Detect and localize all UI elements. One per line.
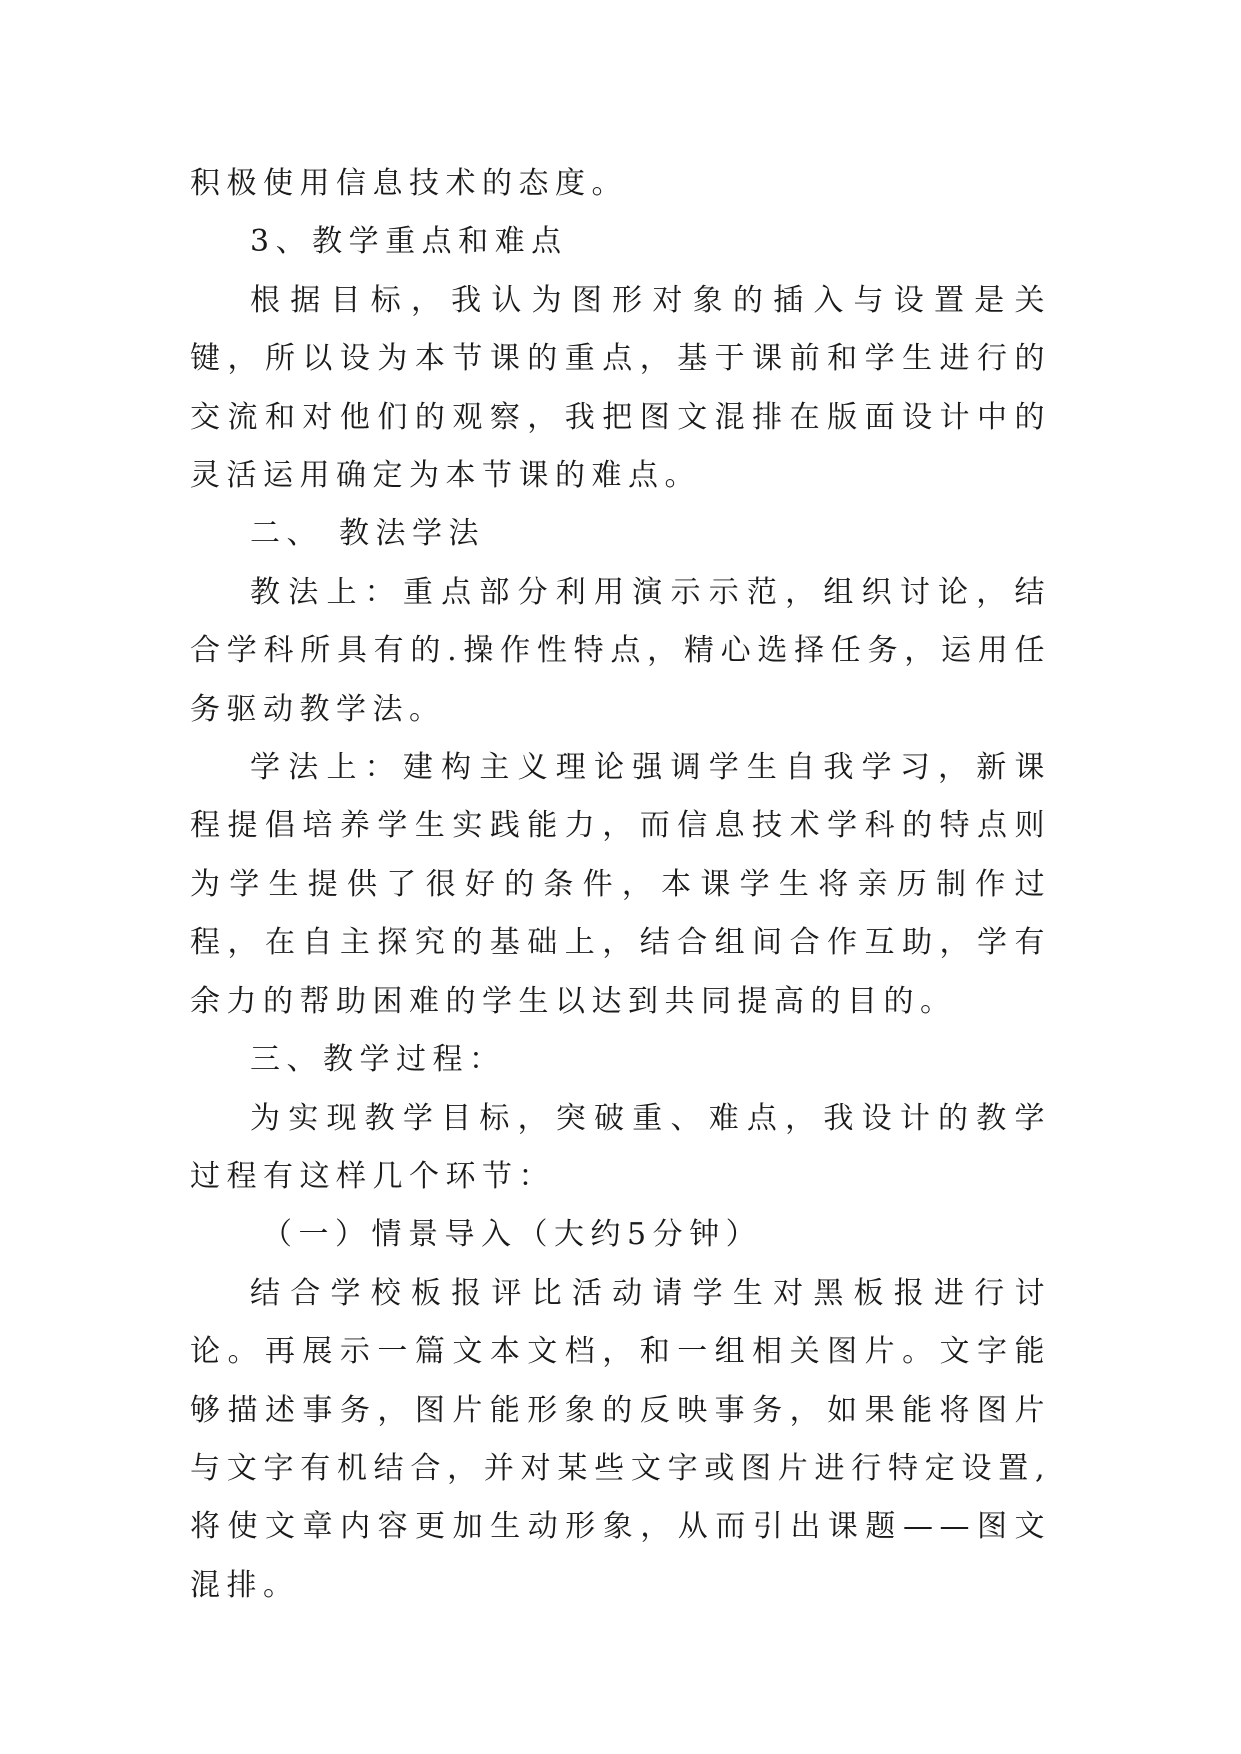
subsection-heading-intro: （一）情景导入（大约5分钟） <box>262 1217 763 1253</box>
section-heading-methods: 二、 教法学法 <box>250 516 486 552</box>
paragraph-process-intro: 为实现教学目标，突破重、难点，我设计的教学过程有这样几个环节： <box>190 1100 1051 1194</box>
paragraph-teaching-method: 教法上：重点部分利用演示示范，组织讨论，结合学科所具有的.操作性特点，精心选择任务，运用任务驱动教学法。 <box>190 574 1051 727</box>
paragraph-intro-scenario: 结合学校板报评比活动请学生对黑板报进行讨论。再展示一篇文本文档，和一组相关图片。文字能够描述事务，图片能形象的反映事务，如果能将图片与文字有机结合，并对某些文字或图片进行特定设置,将使文章内容更加生动形象，从而引出课题——图文混排。 <box>190 1275 1051 1603</box>
paragraph-learning-method: 学法上：建构主义理论强调学生自我学习，新课程提倡培养学生实践能力，而信息技术学科的特点则为学生提供了很好的条件，本课学生将亲历制作过程，在自主探究的基础上，结合组间合作互助，学有余力的帮助困难的学生以达到共同提高的目的。 <box>190 750 1051 1019</box>
paragraph-continuation: 积极使用信息技术的态度。 <box>190 166 628 201</box>
section-heading-key-points: 3、教学重点和难点 <box>250 224 568 260</box>
section-heading-process: 三、教学过程： <box>250 1042 506 1078</box>
document-body <box>190 155 1051 1615</box>
paragraph-key-points: 根据目标，我认为图形对象的插入与设置是关键，所以设为本节课的重点，基于课前和学生进行的交流和对他们的观察，我把图文混排在版面设计中的灵活运用确定为本节课的难点。 <box>190 282 1051 494</box>
